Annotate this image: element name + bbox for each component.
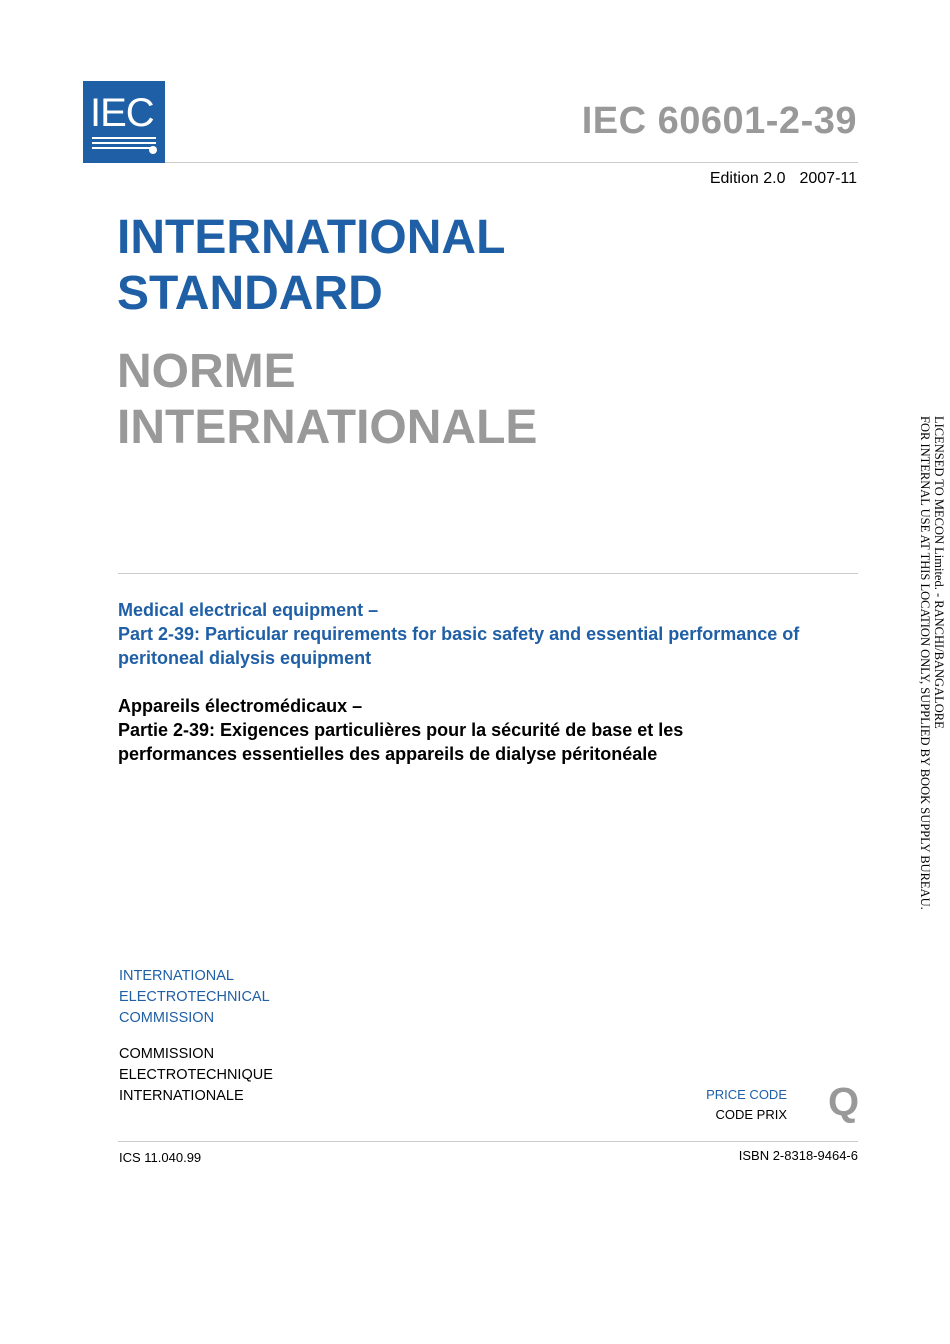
org-fr-line: INTERNATIONALE	[119, 1088, 244, 1104]
price-code-value: Q	[828, 1080, 860, 1124]
footer-rule	[118, 1141, 858, 1142]
subtitle-french	[118, 694, 858, 766]
title-french	[117, 344, 537, 456]
code-prix-label: CODE PRIX	[715, 1107, 787, 1122]
logo-lines	[92, 137, 156, 152]
document-number: IEC 60601-2-39	[581, 100, 857, 142]
org-en-line: ELECTROTECHNICAL	[119, 989, 270, 1005]
subtitle-en-line2: Part 2-39: Particular requirements for basic safety and essential performance of	[118, 624, 800, 644]
subtitle-en-line1: Medical electrical equipment –	[118, 600, 379, 620]
ics-number: ICS 11.040.99	[119, 1150, 202, 1165]
logo-text: IEC	[90, 91, 154, 135]
price-code-label: PRICE CODE	[706, 1087, 787, 1102]
title-fr-line1: NORME	[117, 345, 296, 398]
license-notice-line1: LICENSED TO MECON Limited. - RANCHI/BANGALORE	[932, 416, 946, 729]
title-rule	[118, 573, 858, 574]
title-english	[117, 210, 505, 322]
title-en-line1: INTERNATIONAL	[117, 211, 506, 264]
logo-dot	[149, 146, 157, 154]
subtitle-fr-line3: performances essentielles des appareils de dialyse péritonéale	[118, 744, 658, 764]
edition-label: Edition 2.0	[709, 170, 786, 187]
isbn-number: ISBN 2-8318-9464-6	[738, 1148, 858, 1163]
license-notice-line2: FOR INTERNAL USE AT THIS LOCATION ONLY, SUPPLIED BY BOOK SUPPLY BUREAU.	[918, 416, 932, 910]
org-fr-line: COMMISSION	[119, 1046, 215, 1062]
org-fr-line: ELECTROTECHNIQUE	[119, 1067, 273, 1083]
subtitle-fr-line1: Appareils électromédicaux –	[118, 696, 363, 716]
subtitle-fr-line2: Partie 2-39: Exigences particulières pour la sécurité de base et les	[118, 720, 684, 740]
organization-english	[119, 966, 270, 1029]
org-en-line: COMMISSION	[119, 1010, 215, 1026]
org-en-line: INTERNATIONAL	[119, 968, 234, 984]
header-rule	[165, 162, 858, 163]
title-fr-line2: INTERNATIONALE	[117, 401, 538, 454]
organization-french	[119, 1044, 273, 1107]
subtitle-en-line3: peritoneal dialysis equipment	[118, 648, 372, 668]
edition-info	[710, 170, 857, 188]
iec-logo	[83, 81, 165, 163]
edition-date: 2007-11	[799, 170, 857, 187]
title-en-line2: STANDARD	[117, 267, 383, 320]
subtitle-english	[118, 598, 858, 670]
license-notice	[918, 416, 946, 910]
